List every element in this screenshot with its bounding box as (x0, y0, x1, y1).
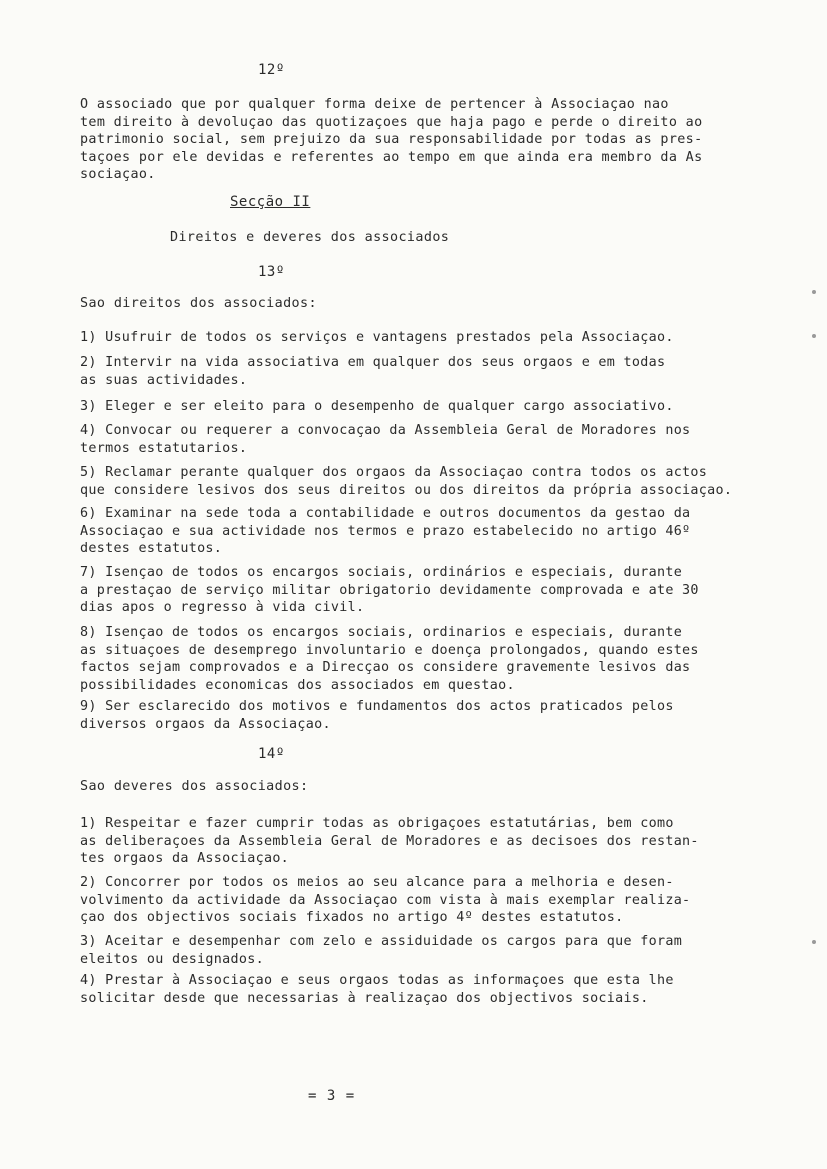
duties-item-3: 3) Aceitar e desempenhar com zelo e assiduidade os cargos para que foram eleitos ou designados. (80, 934, 683, 967)
duties-item-2: 2) Concorrer por todos os meios ao seu alcance para a melhoria e desen- volvimento da actividade da Associaçao com vista à mais exemplar realiza- çao dos objectivos sociais fixados no artigo 4º destes estatutos. (80, 875, 691, 925)
article-14-number: 14º (258, 746, 285, 762)
scan-speck (812, 940, 816, 944)
rights-item-1: 1) Usufruir de todos os serviços e vantagens prestados pela Associaçao. (80, 330, 674, 345)
article-14-intro: Sao deveres dos associados: (80, 779, 309, 794)
duties-item-1: 1) Respeitar e fazer cumprir todas as obrigaçoes estatutárias, bem como as deliberaçoes da Assembleia Geral de Moradores e as decisoes dos restan- tes orgaos da Associaçao. (80, 816, 699, 866)
article-13-intro: Sao direitos dos associados: (80, 296, 317, 311)
rights-item-9: 9) Ser esclarecido dos motivos e fundamentos dos actos praticados pelos diversos orgaos da Associaçao. (80, 699, 674, 732)
duties-item-4: 4) Prestar à Associaçao e seus orgaos todas as informaçoes que esta lhe solicitar desde que necessarias à realizaçao dos objectivos sociais. (80, 973, 674, 1006)
page-number: = 3 = (308, 1088, 356, 1104)
section-title: Secção II (230, 194, 311, 210)
rights-item-3: 3) Eleger e ser eleito para o desempenho de qualquer cargo associativo. (80, 399, 674, 414)
rights-item-2: 2) Intervir na vida associativa em qualquer dos seus orgaos e em todas as suas actividades. (80, 355, 666, 388)
scan-speck (812, 290, 816, 294)
rights-item-4: 4) Convocar ou requerer a convocaçao da Assembleia Geral de Moradores nos termos estatutarios. (80, 423, 691, 456)
article-12-number: 12º (258, 62, 285, 78)
scan-speck (812, 334, 816, 338)
article-13-number: 13º (258, 264, 285, 280)
rights-item-8: 8) Isençao de todos os encargos sociais, ordinarios e especiais, durante as situaçoes de desemprego involuntario e doença prolongados, quando estes factos sejam comprovados e a Direcçao os considere gravemente lesivos das possibilidades economicas dos associados em questao. (80, 625, 699, 693)
rights-item-6: 6) Examinar na sede toda a contabilidade e outros documentos da gestao da Associaçao e sua actividade nos termos e prazo estabelecido no artigo 46º destes estatutos. (80, 506, 691, 556)
article-12-text: O associado que por qualquer forma deixe de pertencer à Associaçao nao tem direito à devoluçao das quotizaçoes que haja pago e perde o direito ao patrimonio social, sem prejuizo da sua responsabilidade por todas as pres- taçoes por ele devidas e referentes ao tempo em que ainda era membro da As sociaçao. (80, 97, 703, 182)
rights-item-5: 5) Reclamar perante qualquer dos orgaos da Associaçao contra todos os actos que considere lesivos dos seus direitos ou dos direitos da própria associaçao. (80, 465, 733, 498)
section-subtitle: Direitos e deveres dos associados (170, 230, 450, 245)
rights-item-7: 7) Isençao de todos os encargos sociais, ordinários e especiais, durante a prestaçao de serviço militar obrigatorio devidamente comprovada e ate 30 dias apos o regresso à vida civil. (80, 565, 699, 615)
